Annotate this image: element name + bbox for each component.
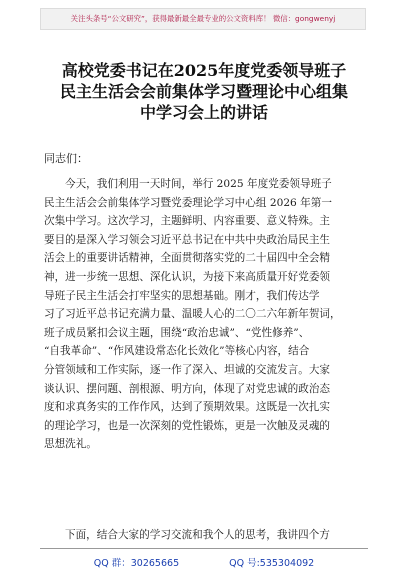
text-line: 导班子民主生活会打牢坚实的思想基础。刚才，我们传达学	[44, 289, 320, 302]
text-line: “自我革命”、“作风建设常态化长效化”等核心内容，结合	[44, 345, 310, 358]
salutation: 同志们：	[44, 152, 88, 165]
title-line: 中学习会上的讲话	[139, 103, 268, 122]
body-paragraph-2	[44, 526, 364, 545]
text-line: 次集中学习。这次学习，主题鲜明、内容重要、意义特殊。主	[44, 215, 331, 228]
footer-divider	[40, 548, 368, 549]
qq-group-text: QQ 群：30265665	[93, 558, 180, 569]
text-line: 习了习近平总书记充满力量、温暖人心的二〇二六年新年贺词，	[44, 308, 341, 321]
text-line: 活会上的重要讲话精神，全面贯彻落实党的二十届四中全会精	[44, 252, 331, 265]
text-line: 班子成员紧扣会议主题，围绕“政治忠诚”、“党性修养”、	[44, 326, 310, 339]
title-line: 民主生活会会前集体学习暨理论中心组集	[59, 82, 348, 101]
text-line: 度和求真务实的工作作风，达到了预期效果。这既是一次扎实	[44, 401, 331, 414]
text-line: 分管领域和工作实际，逐一作了深入、坦诚的交流发言。大家	[44, 363, 331, 376]
page-footer	[40, 555, 368, 569]
title-line: 高校党委书记在2025年度党委领导班子	[61, 61, 347, 80]
text-line: 的理论学习，也是一次深刻的党性锻炼，更是一次触及灵魂的	[44, 419, 331, 432]
promo-banner	[40, 8, 366, 30]
text-line: 下面，结合大家的学习交流和我个人的思考，我讲四个方	[65, 529, 330, 541]
text-line: 今天，我们利用一天时间，举行 2025 年度党委领导班子	[65, 178, 332, 190]
text-line: 要目的是深入学习领会习近平总书记在中共中央政治局民主生	[44, 233, 331, 246]
text-line: 民主生活会会前集体学习暨党委理论学习中心组 2026 年第一	[44, 196, 332, 209]
text-line: 谈认识、摆问题、剖根源、明方向，体现了对党忠诚的政治态	[44, 382, 331, 395]
text-line: 神，进一步统一思想、深化认识，为接下来高质量开好党委领	[44, 270, 331, 283]
qq-number-text: QQ 号:535304092	[229, 558, 315, 569]
text-line: 思想洗礼。	[44, 438, 97, 451]
document-title	[40, 60, 368, 123]
body-paragraph-1	[44, 175, 364, 454]
promo-banner-text: 关注头条号“公文研究”，获得最新最全最专业的公文资料库！ 微信：gongwenyj	[70, 14, 336, 24]
